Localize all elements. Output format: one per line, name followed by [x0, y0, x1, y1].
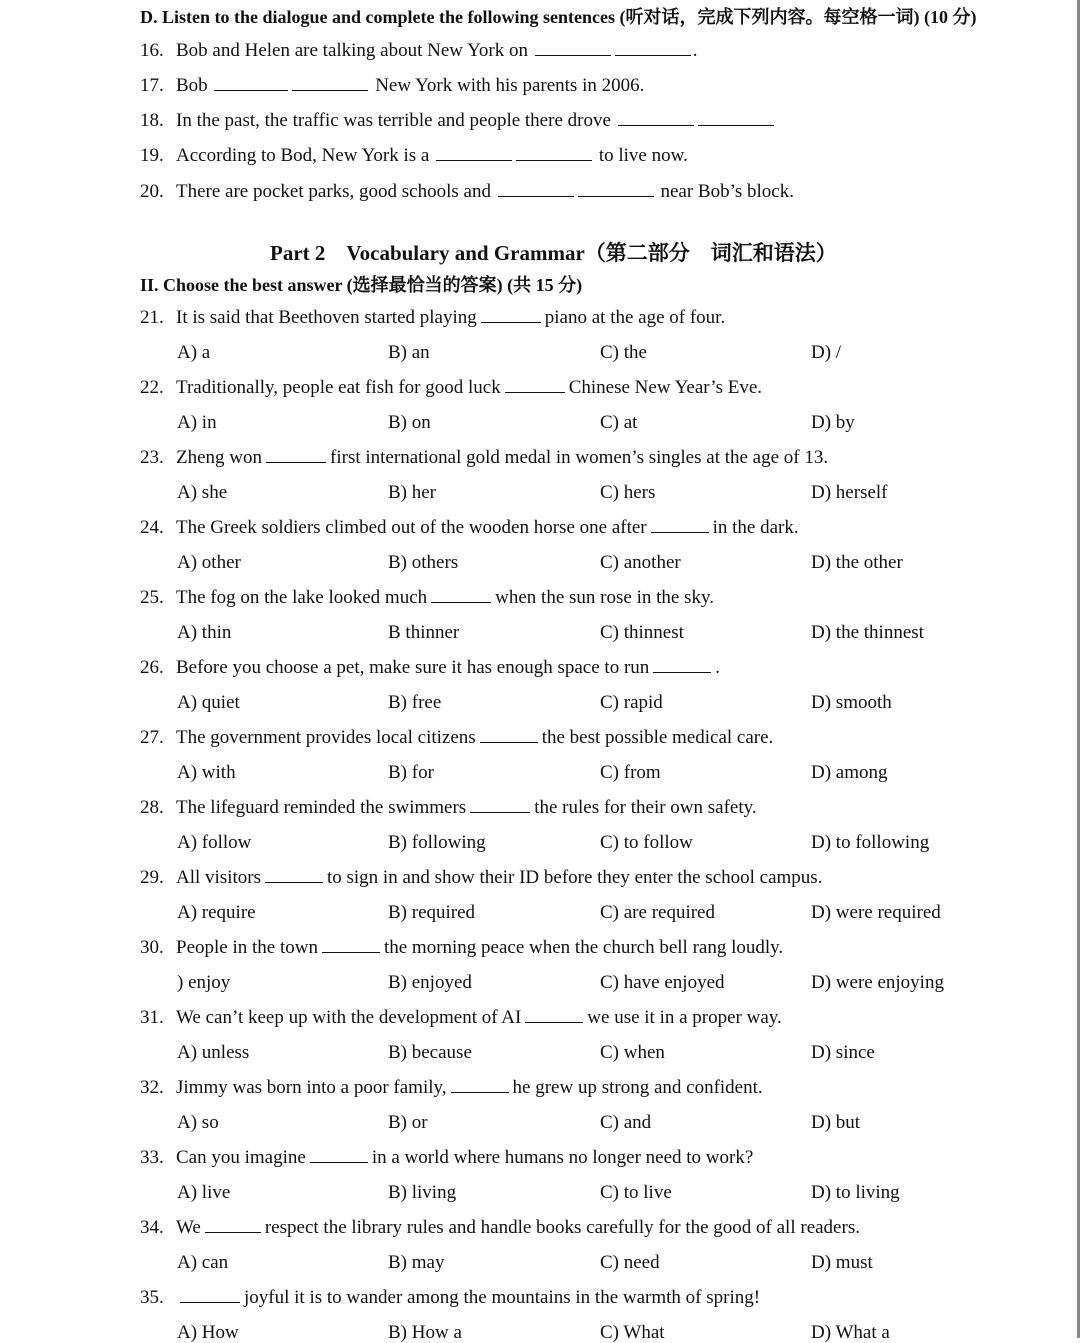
question-text-after: the best possible medical care. — [541, 727, 774, 748]
part-title: Part 2 Vocabulary and Grammar（第二部分 词汇和语法） — [270, 241, 837, 265]
answer-blank[interactable] — [451, 1078, 509, 1093]
item-number: 17. — [140, 75, 164, 96]
answer-option[interactable]: B) enjoyed — [388, 972, 472, 993]
question-stem — [140, 378, 762, 397]
answer-option[interactable]: A) a — [177, 342, 211, 363]
item-text-before: Bob — [176, 75, 208, 96]
fill-item-16 — [140, 41, 697, 60]
answer-option[interactable]: B) How a — [388, 1322, 462, 1343]
question-stem — [140, 448, 828, 467]
answer-option[interactable]: A) can — [177, 1252, 229, 1273]
answer-blank[interactable] — [505, 378, 565, 393]
question-text-before: Jimmy was born into a poor family, — [176, 1077, 447, 1098]
question-number: 21. — [140, 307, 164, 328]
question-text-before: Zheng won — [176, 447, 263, 468]
question-number: 26. — [140, 657, 164, 678]
question-text-before: The Greek soldiers climbed out of the wooden horse one after — [176, 517, 647, 538]
question-number: 35. — [140, 1287, 164, 1308]
answer-option[interactable]: C) from — [600, 762, 661, 783]
item-text-after: New York with his parents in 2006. — [375, 75, 645, 96]
answer-blank[interactable] — [578, 182, 654, 197]
question-number: 34. — [140, 1217, 164, 1238]
answer-option[interactable]: B) others — [388, 552, 459, 573]
question-stem — [140, 518, 799, 537]
answer-option[interactable]: C) have enjoyed — [600, 972, 725, 993]
answer-blank[interactable] — [265, 868, 323, 883]
answer-blank[interactable] — [525, 1008, 583, 1023]
question-number: 29. — [140, 867, 164, 888]
answer-option[interactable]: D) What a — [811, 1322, 890, 1343]
answer-option[interactable]: C) to live — [600, 1182, 672, 1203]
answer-option[interactable]: D) were required — [811, 902, 941, 923]
section-d-heading: D. Listen to the dialogue and complete the following sentences (听对话，完成下列内容。每空格一词) (10 分) — [140, 7, 977, 27]
answer-option[interactable]: B) may — [388, 1252, 445, 1273]
answer-option[interactable]: D) must — [811, 1252, 873, 1273]
answer-blank[interactable] — [205, 1218, 261, 1233]
fill-item-18 — [140, 111, 776, 130]
question-stem — [140, 1148, 753, 1167]
question-stem — [140, 1008, 782, 1027]
answer-option[interactable]: C) and — [600, 1112, 652, 1133]
question-text-before: The lifeguard reminded the swimmers — [176, 797, 467, 818]
question-text-after: . — [715, 657, 721, 678]
item-text-before: In the past, the traffic was terrible and people there drove — [176, 110, 611, 131]
question-text-after: joyful it is to wander among the mountains in the warmth of spring! — [244, 1287, 761, 1308]
answer-blank[interactable] — [651, 518, 709, 533]
answer-blank[interactable] — [436, 146, 512, 161]
answer-option[interactable]: B thinner — [388, 622, 460, 643]
question-stem — [140, 588, 714, 607]
question-stem — [140, 658, 720, 677]
answer-option[interactable]: D) smooth — [811, 692, 892, 713]
answer-option[interactable]: D) among — [811, 762, 888, 783]
question-number: 32. — [140, 1077, 164, 1098]
item-text-before: There are pocket parks, good schools and — [176, 181, 491, 202]
answer-option[interactable]: C) the — [600, 342, 647, 363]
answer-blank[interactable] — [498, 182, 574, 197]
answer-blank[interactable] — [480, 728, 538, 743]
answer-option[interactable]: D) / — [811, 342, 842, 363]
answer-option[interactable]: B) required — [388, 902, 476, 923]
item-text-before: Bob and Helen are talking about New York on — [176, 40, 528, 61]
answer-option[interactable]: B) living — [388, 1182, 457, 1203]
answer-blank[interactable] — [653, 658, 711, 673]
answer-option[interactable]: B) on — [388, 412, 431, 433]
answer-blank[interactable] — [698, 111, 774, 126]
answer-option[interactable]: A) live — [177, 1182, 231, 1203]
answer-option[interactable]: B) following — [388, 832, 486, 853]
answer-blank[interactable] — [431, 588, 491, 603]
item-number: 19. — [140, 145, 164, 166]
question-number: 33. — [140, 1147, 164, 1168]
answer-option[interactable]: ) enjoy — [177, 972, 231, 993]
fill-item-19 — [140, 146, 688, 165]
item-text-after: near Bob’s block. — [660, 181, 794, 202]
answer-blank[interactable] — [266, 448, 326, 463]
question-stem — [140, 308, 725, 327]
answer-option[interactable]: D) herself — [811, 482, 888, 503]
question-text-before: We can’t keep up with the development of AI — [176, 1007, 522, 1028]
answer-blank[interactable] — [470, 798, 530, 813]
answer-option[interactable]: C) another — [600, 552, 681, 573]
question-number: 27. — [140, 727, 164, 748]
item-text-after: to live now. — [598, 145, 688, 166]
answer-option[interactable]: D) to following — [811, 832, 930, 853]
answer-blank[interactable] — [516, 146, 592, 161]
question-text-after: in the dark. — [712, 517, 799, 538]
answer-option[interactable]: C) What — [600, 1322, 665, 1343]
item-number: 16. — [140, 40, 164, 61]
answer-option[interactable]: A) unless — [177, 1042, 250, 1063]
section-heading: II. Choose the best answer (选择最恰当的答案) (共 15 分) — [140, 275, 583, 295]
answer-option[interactable]: D) by — [811, 412, 855, 433]
question-text-before: Can you imagine — [176, 1147, 306, 1168]
answer-option[interactable]: D) the other — [811, 552, 903, 573]
answer-blank[interactable] — [310, 1148, 368, 1163]
answer-option[interactable]: A) with — [177, 762, 236, 783]
answer-option[interactable]: D) the thinnest — [811, 622, 924, 643]
answer-option[interactable]: C) are required — [600, 902, 715, 923]
answer-blank[interactable] — [180, 1288, 240, 1303]
question-text-after: he grew up strong and confident. — [512, 1077, 763, 1098]
answer-option[interactable]: A) other — [177, 552, 241, 573]
answer-option[interactable]: C) at — [600, 412, 638, 433]
answer-option[interactable]: B) free — [388, 692, 442, 713]
answer-option[interactable]: D) since — [811, 1042, 875, 1063]
question-text-before: It is said that Beethoven started playing — [176, 307, 477, 328]
answer-option[interactable]: B) her — [388, 482, 437, 503]
question-text-after: to sign in and show their ID before they enter the school campus. — [326, 867, 823, 888]
answer-option[interactable]: A) she — [177, 482, 228, 503]
answer-option[interactable]: C) when — [600, 1042, 665, 1063]
answer-option[interactable]: A) quiet — [177, 692, 240, 713]
question-text-after: first international gold medal in women’s singles at the age of 13. — [330, 447, 829, 468]
question-text-before: Traditionally, people eat fish for good luck — [176, 377, 501, 398]
item-number: 20. — [140, 181, 164, 202]
answer-option[interactable]: C) hers — [600, 482, 656, 503]
question-text-after: the morning peace when the church bell rang loudly. — [383, 937, 784, 958]
item-text-before: According to Bod, New York is a — [176, 145, 430, 166]
answer-option[interactable]: B) for — [388, 762, 434, 783]
question-number: 28. — [140, 797, 164, 818]
answer-blank[interactable] — [292, 76, 368, 91]
answer-option[interactable]: D) but — [811, 1112, 861, 1133]
answer-option[interactable]: A) follow — [177, 832, 252, 853]
fill-item-17 — [140, 76, 644, 95]
question-number: 30. — [140, 937, 164, 958]
answer-option[interactable]: D) were enjoying — [811, 972, 944, 993]
answer-blank[interactable] — [322, 938, 380, 953]
answer-option[interactable]: B) because — [388, 1042, 472, 1063]
question-number: 24. — [140, 517, 164, 538]
answer-option[interactable]: A) thin — [177, 622, 232, 643]
question-text-before: People in the town — [176, 937, 318, 958]
answer-blank[interactable] — [615, 41, 691, 56]
answer-blank[interactable] — [535, 41, 611, 56]
question-text-before: All visitors — [176, 867, 261, 888]
question-text-after: Chinese New Year’s Eve. — [568, 377, 763, 398]
answer-option[interactable]: D) to living — [811, 1182, 900, 1203]
answer-option[interactable]: A) How — [177, 1322, 239, 1343]
answer-option[interactable]: A) in — [177, 412, 217, 433]
question-text-before: Before you choose a pet, make sure it has enough space to run — [176, 657, 650, 678]
answer-option[interactable]: C) thinnest — [600, 622, 684, 643]
question-text-after: respect the library rules and handle books carefully for the good of all readers. — [264, 1217, 860, 1238]
question-text-after: in a world where humans no longer need to work? — [371, 1147, 754, 1168]
answer-option[interactable]: C) need — [600, 1252, 660, 1273]
question-number: 25. — [140, 587, 164, 608]
answer-option[interactable]: C) rapid — [600, 692, 663, 713]
answer-option[interactable]: B) an — [388, 342, 430, 363]
question-number: 23. — [140, 447, 164, 468]
question-text-after: we use it in a proper way. — [587, 1007, 782, 1028]
question-text-before: The government provides local citizens — [176, 727, 476, 748]
fill-item-20 — [140, 182, 794, 201]
answer-option[interactable]: C) to follow — [600, 832, 693, 853]
question-text-after: when the sun rose in the sky. — [495, 587, 714, 608]
answer-option[interactable]: A) require — [177, 902, 256, 923]
question-text-after: the rules for their own safety. — [534, 797, 757, 818]
question-text-before: We — [176, 1217, 201, 1238]
item-number: 18. — [140, 110, 164, 131]
question-stem — [140, 1078, 763, 1097]
question-stem — [140, 868, 822, 887]
answer-blank[interactable] — [481, 308, 541, 323]
answer-blank[interactable] — [214, 76, 288, 91]
answer-option[interactable]: A) so — [177, 1112, 219, 1133]
question-stem — [140, 1218, 860, 1237]
question-stem — [140, 798, 757, 817]
question-stem — [140, 938, 783, 957]
question-stem — [140, 1288, 760, 1307]
question-stem — [140, 728, 773, 747]
question-number: 31. — [140, 1007, 164, 1028]
question-text-after: piano at the age of four. — [544, 307, 726, 328]
item-text-after: . — [692, 40, 698, 61]
question-number: 22. — [140, 377, 164, 398]
answer-option[interactable]: B) or — [388, 1112, 428, 1133]
answer-blank[interactable] — [618, 111, 694, 126]
question-text-before: The fog on the lake looked much — [176, 587, 428, 608]
